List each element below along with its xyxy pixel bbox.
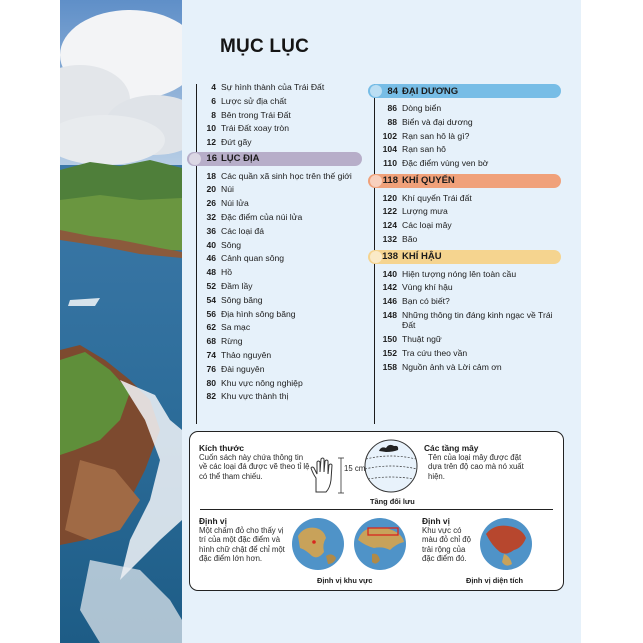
toc-entry[interactable] (187, 281, 362, 292)
entry-title: Tra cứu theo vần (402, 348, 468, 359)
left-column (187, 82, 362, 405)
entry-title: Rạn san hô là gì? (402, 130, 470, 141)
entry-page: 36 (206, 225, 216, 236)
entry-page: 140 (382, 268, 397, 279)
legend-divider (200, 509, 553, 510)
toc-entry[interactable] (187, 336, 362, 347)
toc-entry[interactable] (368, 296, 561, 307)
table-of-contents (182, 0, 581, 643)
entry-page: 76 (206, 363, 216, 374)
entry-title: Sông (221, 239, 242, 250)
wave-icon (370, 85, 382, 97)
chapter-page: 118 (382, 175, 398, 187)
entry-title: Biển và đại dương (402, 116, 473, 127)
chapter-page: 138 (382, 251, 398, 263)
entry-title: Nguồn ảnh và Lời cảm ơn (402, 361, 502, 372)
entry-title: Thuật ngữ (402, 334, 442, 345)
entry-page: 148 (382, 309, 397, 320)
cloud-text: Tên của loại mây được đặt dựa trên độ cao mà nó xuất hiện. (428, 453, 524, 481)
entry-title: Khu vực thành thị (221, 391, 289, 402)
toc-entry[interactable] (368, 348, 561, 359)
chapter-title: KHÍ HẬU (402, 251, 442, 263)
locate-title: Định vị (199, 516, 227, 526)
toc-entry[interactable] (368, 103, 561, 114)
toc-entry[interactable] (368, 282, 561, 293)
entry-title: Rạn san hô (402, 144, 446, 155)
entry-page: 52 (206, 281, 216, 292)
chapter-khi-quyen[interactable] (368, 174, 561, 188)
toc-entry[interactable] (187, 137, 362, 148)
entry-page: 110 (383, 158, 397, 169)
toc-entry[interactable] (368, 206, 561, 217)
toc-entry[interactable] (187, 110, 362, 121)
locate-caption: Định vị khu vực (317, 576, 373, 585)
entry-page: 80 (206, 377, 216, 388)
entry-page: 26 (206, 198, 216, 209)
chapter-khi-hau[interactable] (368, 250, 561, 264)
entry-title: Khí quyển Trái đất (402, 192, 472, 203)
toc-entry[interactable] (187, 212, 362, 223)
entry-title: Lược sử địa chất (221, 95, 287, 106)
cloud-icon (370, 175, 382, 187)
toc-entry[interactable] (187, 322, 362, 333)
toc-entry[interactable] (368, 193, 561, 204)
entry-page: 12 (206, 137, 216, 148)
entry-page: 124 (382, 220, 397, 231)
earth-entries (187, 82, 362, 148)
chapter-title: LỤC ĐỊA (221, 153, 260, 165)
khi-hau-entries (368, 269, 561, 373)
toc-entry[interactable] (187, 123, 362, 134)
toc-entry[interactable] (368, 269, 561, 280)
toc-entry[interactable] (187, 391, 362, 402)
toc-entry[interactable] (187, 295, 362, 306)
continent-icon (189, 153, 201, 165)
luc-dia-entries (187, 171, 362, 402)
toc-entry[interactable] (187, 198, 362, 209)
cloud-caption: Tầng đối lưu (370, 497, 415, 506)
globe-area-icon (478, 516, 534, 572)
toc-entry[interactable] (187, 171, 362, 182)
entry-title: Thảo nguyên (221, 350, 272, 361)
size-measure: 15 cm (344, 464, 366, 473)
chapter-page: 16 (206, 153, 217, 165)
chapter-page: 84 (387, 85, 398, 97)
entry-page: 122 (382, 206, 397, 217)
toc-entry[interactable] (187, 184, 362, 195)
entry-page: 40 (206, 239, 216, 250)
entry-page: 32 (206, 212, 216, 223)
hand-icon (308, 456, 360, 496)
chapter-title: KHÍ QUYỂN (402, 175, 455, 187)
entry-page: 82 (206, 391, 216, 402)
entry-title: Đặc điểm vùng ven bờ (402, 158, 489, 169)
toc-entry[interactable] (187, 226, 362, 237)
entry-title: Núi lửa (221, 198, 249, 209)
entry-title: Sông băng (221, 294, 263, 305)
entry-title: Hiện tượng nóng lên toàn cầu (402, 268, 517, 279)
entry-page: 74 (206, 350, 216, 361)
cloud-title: Các tầng mây (424, 443, 479, 453)
locate-text: Một chấm đỏ cho thấy vị trí của một đặc điểm và hình chữ chật để chỉ một đặc điểm lớn hơn. (199, 526, 285, 564)
entry-title: Núi (221, 184, 234, 195)
toc-entry[interactable] (368, 117, 561, 128)
entry-page: 20 (206, 184, 216, 195)
entry-page: 158 (382, 361, 397, 372)
entry-page: 6 (211, 95, 216, 106)
toc-entry[interactable] (368, 220, 561, 231)
legend-box (189, 431, 564, 591)
toc-entry[interactable] (368, 234, 561, 245)
size-text: Cuốn sách này chứa thông tin về các loại đá được vẽ theo tỉ lệ có thể tham chiếu. (199, 453, 310, 481)
size-title: Kích thước (199, 443, 245, 453)
entry-title: Bạn có biết? (402, 296, 450, 307)
entry-page: 86 (387, 103, 397, 113)
entry-title: Cảnh quan sông (221, 253, 285, 264)
entry-title: Trái Đất xoay tròn (221, 123, 289, 134)
entry-title: Các loại đá (221, 225, 264, 236)
entry-page: 46 (206, 253, 216, 264)
dai-duong-entries (368, 103, 561, 169)
entry-title: Bão (402, 234, 418, 245)
toc-entry[interactable] (187, 267, 362, 278)
entry-title: Đầm lầy (221, 281, 253, 292)
toc-entry[interactable] (187, 309, 362, 320)
toc-entry[interactable] (187, 378, 362, 389)
area-title: Định vị (422, 516, 450, 526)
entry-title: Đặc điểm của núi lửa (221, 212, 303, 223)
entry-page: 4 (211, 82, 216, 92)
chapter-dai-duong[interactable] (368, 84, 561, 98)
entry-title: Địa hình sông băng (221, 308, 296, 319)
entry-title: Sa mạc (221, 322, 251, 333)
entry-page: 120 (382, 192, 397, 203)
entry-title: Đài nguyên (221, 363, 265, 374)
entry-page: 10 (206, 123, 216, 134)
entry-page: 68 (206, 336, 216, 347)
entry-title: Các loại mây (402, 220, 452, 231)
entry-page: 8 (211, 109, 216, 120)
entry-page: 56 (206, 308, 216, 319)
toc-entry[interactable] (368, 334, 561, 345)
area-text: Khu vực có màu đỏ chỉ độ trải rộng của đặc điểm đó. (422, 526, 471, 564)
right-column (368, 82, 561, 376)
entry-title: Khu vực nông nghiệp (221, 377, 303, 388)
toc-entry[interactable] (187, 253, 362, 264)
toc-entry[interactable] (187, 82, 362, 93)
page-title: MỤC LỤC (220, 36, 309, 57)
toc-entry[interactable] (368, 362, 561, 373)
entry-page: 88 (387, 116, 397, 127)
entry-page: 102 (382, 130, 397, 141)
entry-title: Bên trong Trái Đất (221, 109, 291, 120)
entry-title: Rừng (221, 336, 243, 347)
area-caption: Định vị diện tích (466, 576, 524, 585)
entry-page: 104 (382, 144, 397, 155)
entry-title: Vùng khí hậu (402, 282, 453, 293)
globe-point-icon (290, 516, 346, 572)
toc-entry[interactable] (368, 131, 561, 142)
entry-title: Sự hình thành của Trái Đất (221, 82, 325, 92)
entry-title: Lượng mưa (402, 206, 448, 217)
entry-title: Đứt gãy (221, 137, 252, 148)
chapter-luc-dia[interactable] (187, 152, 362, 166)
book-page (60, 0, 581, 643)
toc-entry[interactable] (187, 96, 362, 107)
coastline-photo (60, 0, 182, 643)
entry-page: 142 (382, 282, 397, 293)
chapter-title: ĐẠI DƯƠNG (402, 85, 459, 97)
entry-title: Những thông tin đáng kinh ngạc về Trái Đất (402, 309, 553, 331)
toc-entry[interactable] (187, 350, 362, 361)
entry-title: Các quần xã sinh học trên thế giới (221, 170, 352, 181)
entry-page: 54 (206, 294, 216, 305)
toc-entry[interactable] (368, 144, 561, 155)
entry-page: 152 (382, 348, 397, 359)
atmosphere-globe-icon (362, 437, 420, 495)
entry-page: 18 (206, 170, 216, 181)
entry-page: 48 (206, 267, 216, 278)
entry-page: 146 (382, 296, 397, 307)
sun-icon (370, 251, 382, 263)
toc-entry[interactable] (368, 310, 561, 331)
khi-quyen-entries (368, 193, 561, 245)
globe-region-icon (352, 516, 408, 572)
entry-title: Hồ (221, 267, 232, 278)
entry-page: 62 (206, 322, 216, 333)
entry-page: 132 (382, 234, 397, 245)
toc-entry[interactable] (187, 240, 362, 251)
toc-entry[interactable] (368, 158, 561, 169)
entry-page: 150 (382, 334, 397, 345)
entry-title: Dòng biển (402, 103, 442, 113)
toc-entry[interactable] (187, 364, 362, 375)
